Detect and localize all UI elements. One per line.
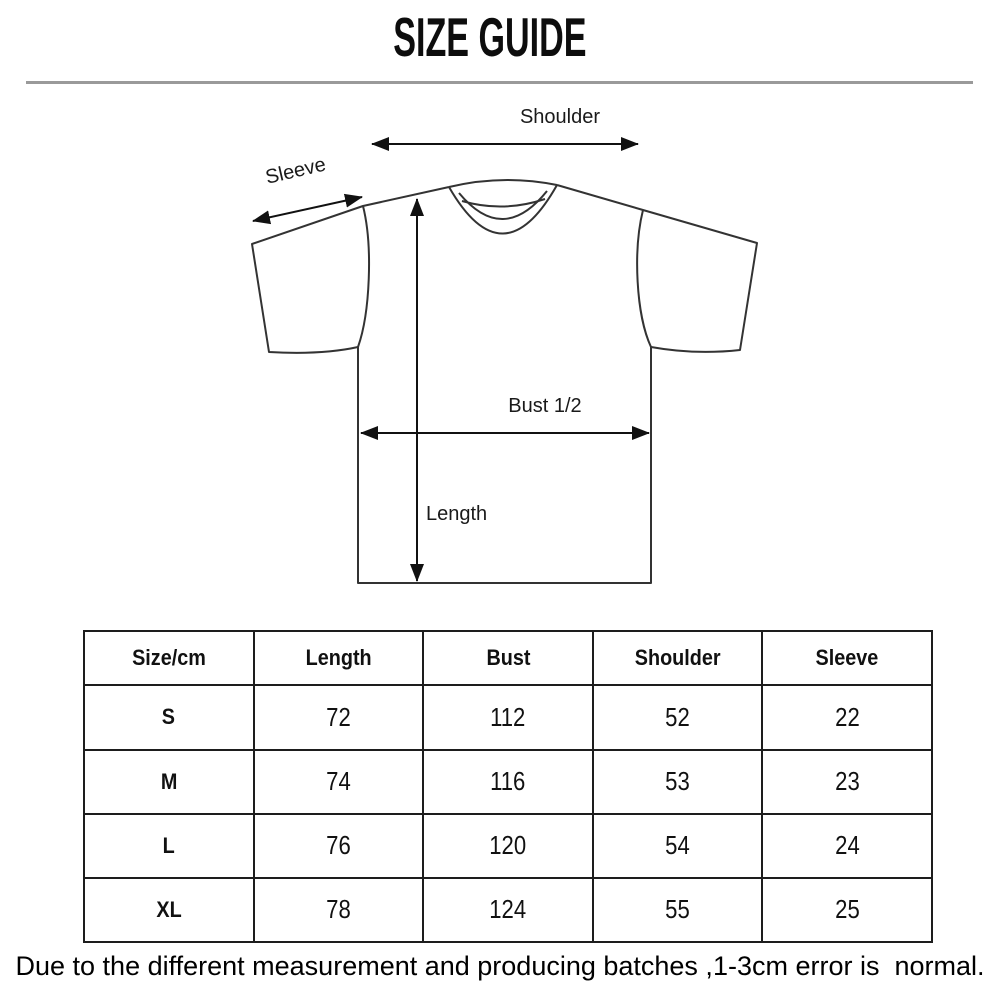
cell-value: 24 (834, 830, 860, 861)
header-label: Length (305, 645, 372, 671)
bust-value-cell (423, 878, 593, 942)
length-value-cell (254, 814, 424, 878)
size-label-cell (84, 878, 254, 942)
header-length (254, 631, 424, 685)
cell-value: 120 (489, 830, 527, 861)
shoulder-value-cell (593, 685, 763, 749)
length-value-cell (254, 750, 424, 814)
size-label-cell (84, 685, 254, 749)
cell-value: 22 (834, 701, 860, 732)
size-label: L (162, 832, 175, 858)
sleeve-value-cell (762, 750, 932, 814)
bust-value-cell (423, 750, 593, 814)
cell-value: 76 (326, 830, 351, 861)
cell-value: 72 (326, 701, 351, 732)
header-shoulder (593, 631, 763, 685)
shoulder-value-cell (593, 814, 763, 878)
size-label-cell (84, 750, 254, 814)
size-label: S (162, 704, 176, 730)
cell-value: 52 (665, 701, 690, 732)
cell-value: 112 (490, 701, 526, 732)
collar-outer-curve (449, 185, 557, 234)
header-label: Shoulder (634, 645, 721, 671)
table-row-s (84, 685, 932, 749)
cell-value: 55 (665, 894, 690, 925)
header-label: Sleeve (815, 645, 879, 671)
length-value-cell (254, 685, 424, 749)
collar-top-line (449, 180, 557, 187)
cell-value: 25 (834, 894, 860, 925)
table-row-xl (84, 878, 932, 942)
size-label: M (160, 768, 178, 794)
cell-value: 53 (665, 766, 690, 797)
shoulder-measure-label: Shoulder (519, 106, 601, 128)
table-row-l (84, 814, 932, 878)
tshirt-left-sleeve-seam (358, 206, 369, 347)
header-label: Bust (485, 645, 530, 671)
length-measure-label: Length (426, 503, 488, 525)
sleeve-arrow (253, 197, 362, 221)
sleeve-value-cell (762, 685, 932, 749)
size-label: XL (156, 896, 182, 922)
header-bust (423, 631, 593, 685)
bust-measure-label: Bust 1/2 (508, 395, 582, 417)
cell-value: 78 (326, 894, 351, 925)
tshirt-right-sleeve-seam (637, 210, 651, 347)
size-table-container (83, 630, 933, 943)
size-guide-table (83, 630, 933, 943)
table-header-row (84, 631, 932, 685)
table-row-m (84, 750, 932, 814)
sleeve-value-cell (762, 814, 932, 878)
sleeve-value-cell (762, 878, 932, 942)
tolerance-note: Due to the different measurement and producing batches ,1-3cm error is normal. (15, 951, 985, 981)
page-title-text: SIZE GUIDE (393, 6, 587, 68)
length-value-cell (254, 878, 424, 942)
cell-value: 54 (665, 830, 690, 861)
header-sleeve (762, 631, 932, 685)
header-label: Size/cm (131, 645, 206, 671)
cell-value: 116 (490, 766, 526, 797)
collar-inner-curve (459, 191, 547, 219)
sleeve-measure-label: Sleeve (263, 153, 328, 189)
cell-value: 124 (489, 894, 527, 925)
shoulder-value-cell (593, 878, 763, 942)
size-label-cell (84, 814, 254, 878)
header-size-cm (84, 631, 254, 685)
tshirt-outline (252, 185, 757, 583)
shoulder-value-cell (593, 750, 763, 814)
bust-value-cell (423, 814, 593, 878)
cell-value: 23 (834, 766, 860, 797)
cell-value: 74 (326, 766, 351, 797)
bust-value-cell (423, 685, 593, 749)
